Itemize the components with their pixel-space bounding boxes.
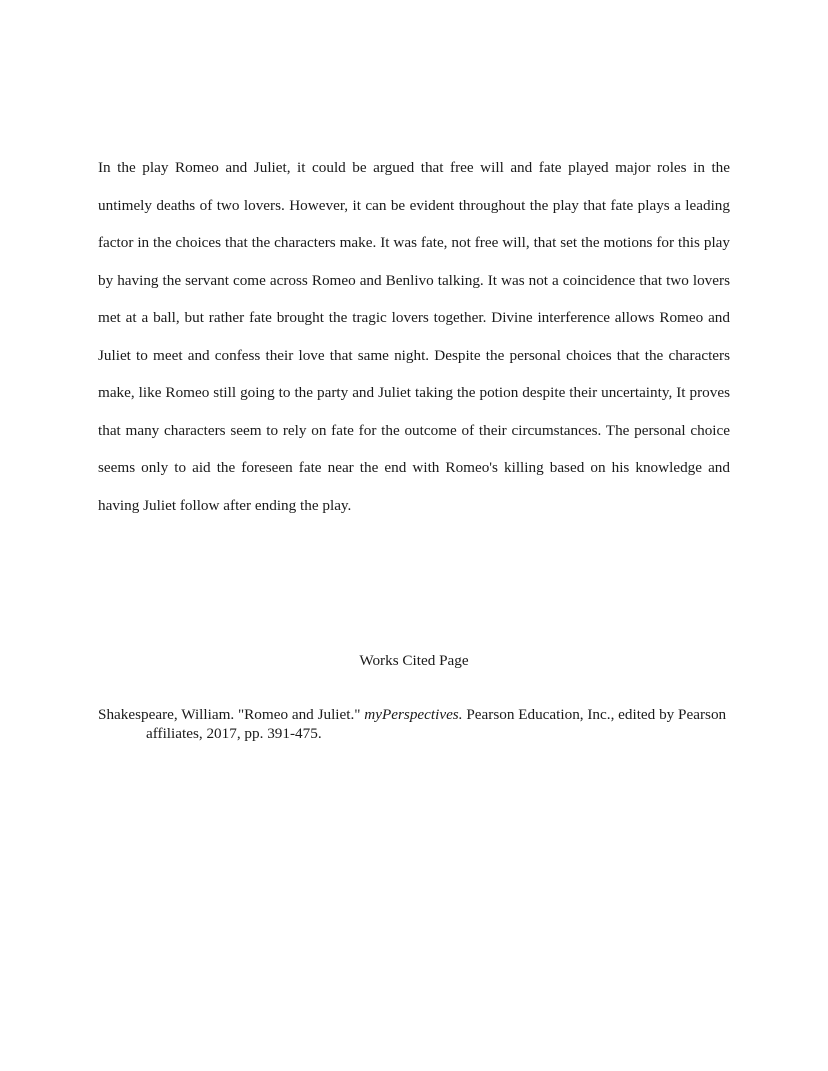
citation-author-title: Shakespeare, William. "Romeo and Juliet." xyxy=(98,706,365,723)
citation-container-title: myPerspectives. xyxy=(364,706,463,723)
works-cited-entry xyxy=(98,705,738,743)
citation-publisher-details: Pearson Education, Inc., edited by Pearson affiliates, 2017, pp. 391-475. xyxy=(146,706,727,742)
works-cited-heading: Works Cited Page xyxy=(359,652,469,669)
essay-paragraph: In the play Romeo and Juliet, it could be argued that free will and fate played major roles in the untimely deaths of two lovers. However, it can be evident throughout the play that fate plays a leading factor in the choices that the characters make. It was fate, not free will, that set the motions for this play by having the servant come across Romeo and Benlivo talking. It was not a coincidence that two lovers met at a ball, but rather fate brought the tragic lovers together. Divine interference allows Romeo and Juliet to meet and confess their love that same night. Despite the personal choices that the characters make, like Romeo still going to the party and Juliet taking the potion despite their uncertainty, It proves that many characters seem to rely on fate for the outcome of their circumstances. The personal choice seems only to aid the foreseen fate near the end with Romeo's killing based on his knowledge and having Juliet follow after ending the play. xyxy=(98,159,730,514)
